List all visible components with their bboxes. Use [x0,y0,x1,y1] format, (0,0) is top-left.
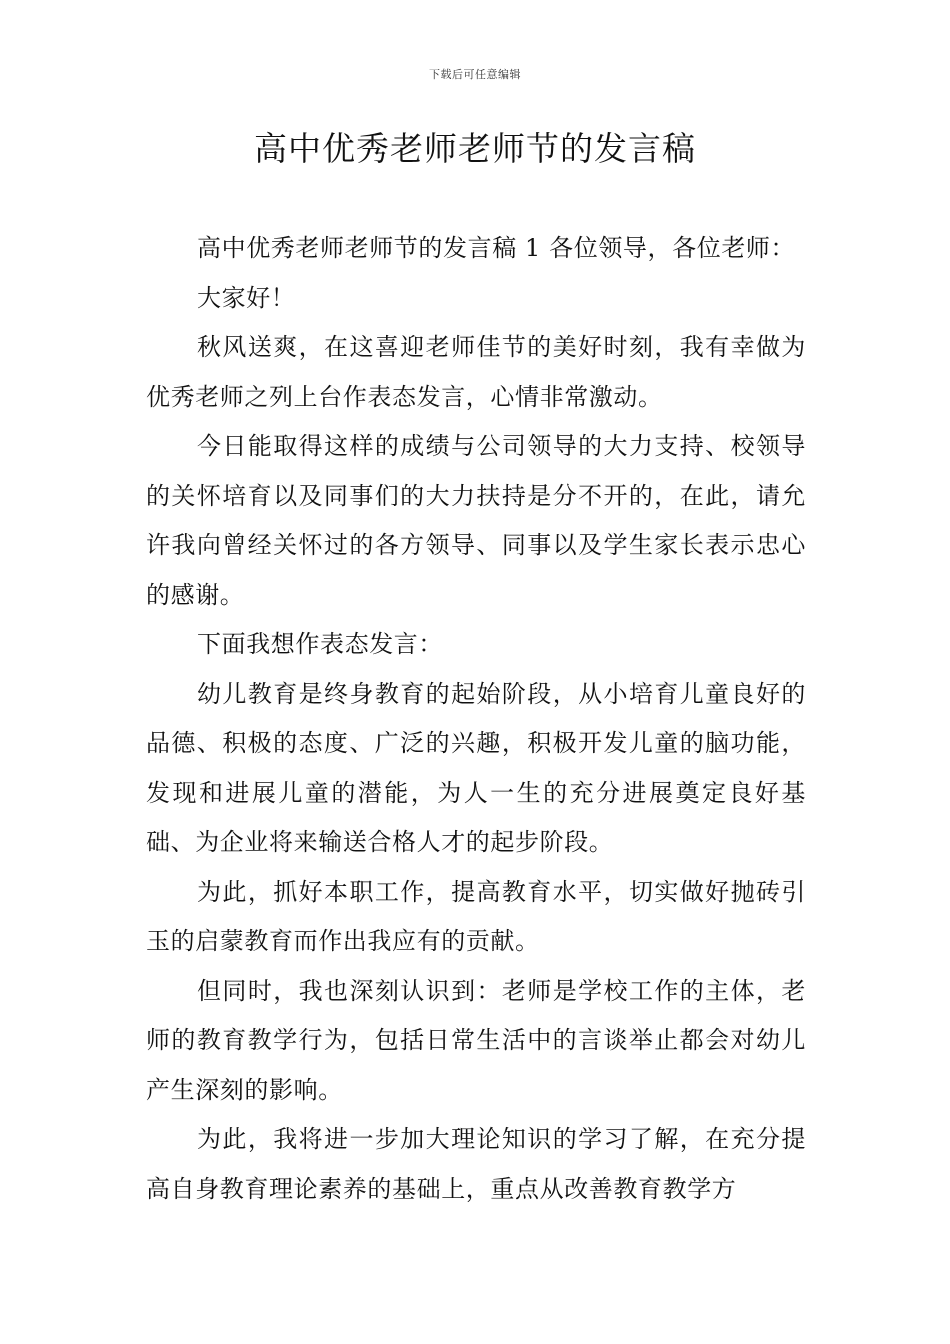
header-note: 下载后可任意编辑 [429,68,521,81]
paragraph: 秋风送爽，在这喜迎老师佳节的美好时刻，我有幸做为优秀老师之列上台作表态发言，心情非常激动。 [146,333,806,411]
paragraph: 为此，抓好本职工作，提高教育水平，切实做好抛砖引玉的启蒙教育而作出我应有的贡献。 [146,877,806,955]
document-body [146,224,806,1214]
paragraph: 今日能取得这样的成绩与公司领导的大力支持、校领导的关怀培育以及同事们的大力扶持是分不开的，在此，请允许我向曾经关怀过的各方领导、同事以及学生家长表示忠心的感谢。 [146,432,806,609]
paragraph: 幼儿教育是终身教育的起始阶段，从小培育儿童良好的品德、积极的态度、广泛的兴趣，积极开发儿童的脑功能，发现和进展儿童的潜能，为人一生的充分进展奠定良好基础、为企业将来输送合格人才的起步阶段。 [146,679,806,856]
paragraph: 高中优秀老师老师节的发言稿 1 各位领导，各位老师： [197,234,796,262]
paragraph: 为此，我将进一步加大理论知识的学习了解，在充分提高自身教育理论素养的基础上，重点从改善教育教学方 [146,1125,806,1203]
paragraph: 但同时，我也深刻认识到：老师是学校工作的主体，老师的教育教学行为，包括日常生活中的言谈举止都会对幼儿产生深刻的影响。 [146,976,806,1104]
paragraph: 下面我想作表态发言： [197,630,443,658]
paragraph: 大家好！ [197,283,296,312]
document-title: 高中优秀老师老师节的发言稿 [254,129,696,168]
